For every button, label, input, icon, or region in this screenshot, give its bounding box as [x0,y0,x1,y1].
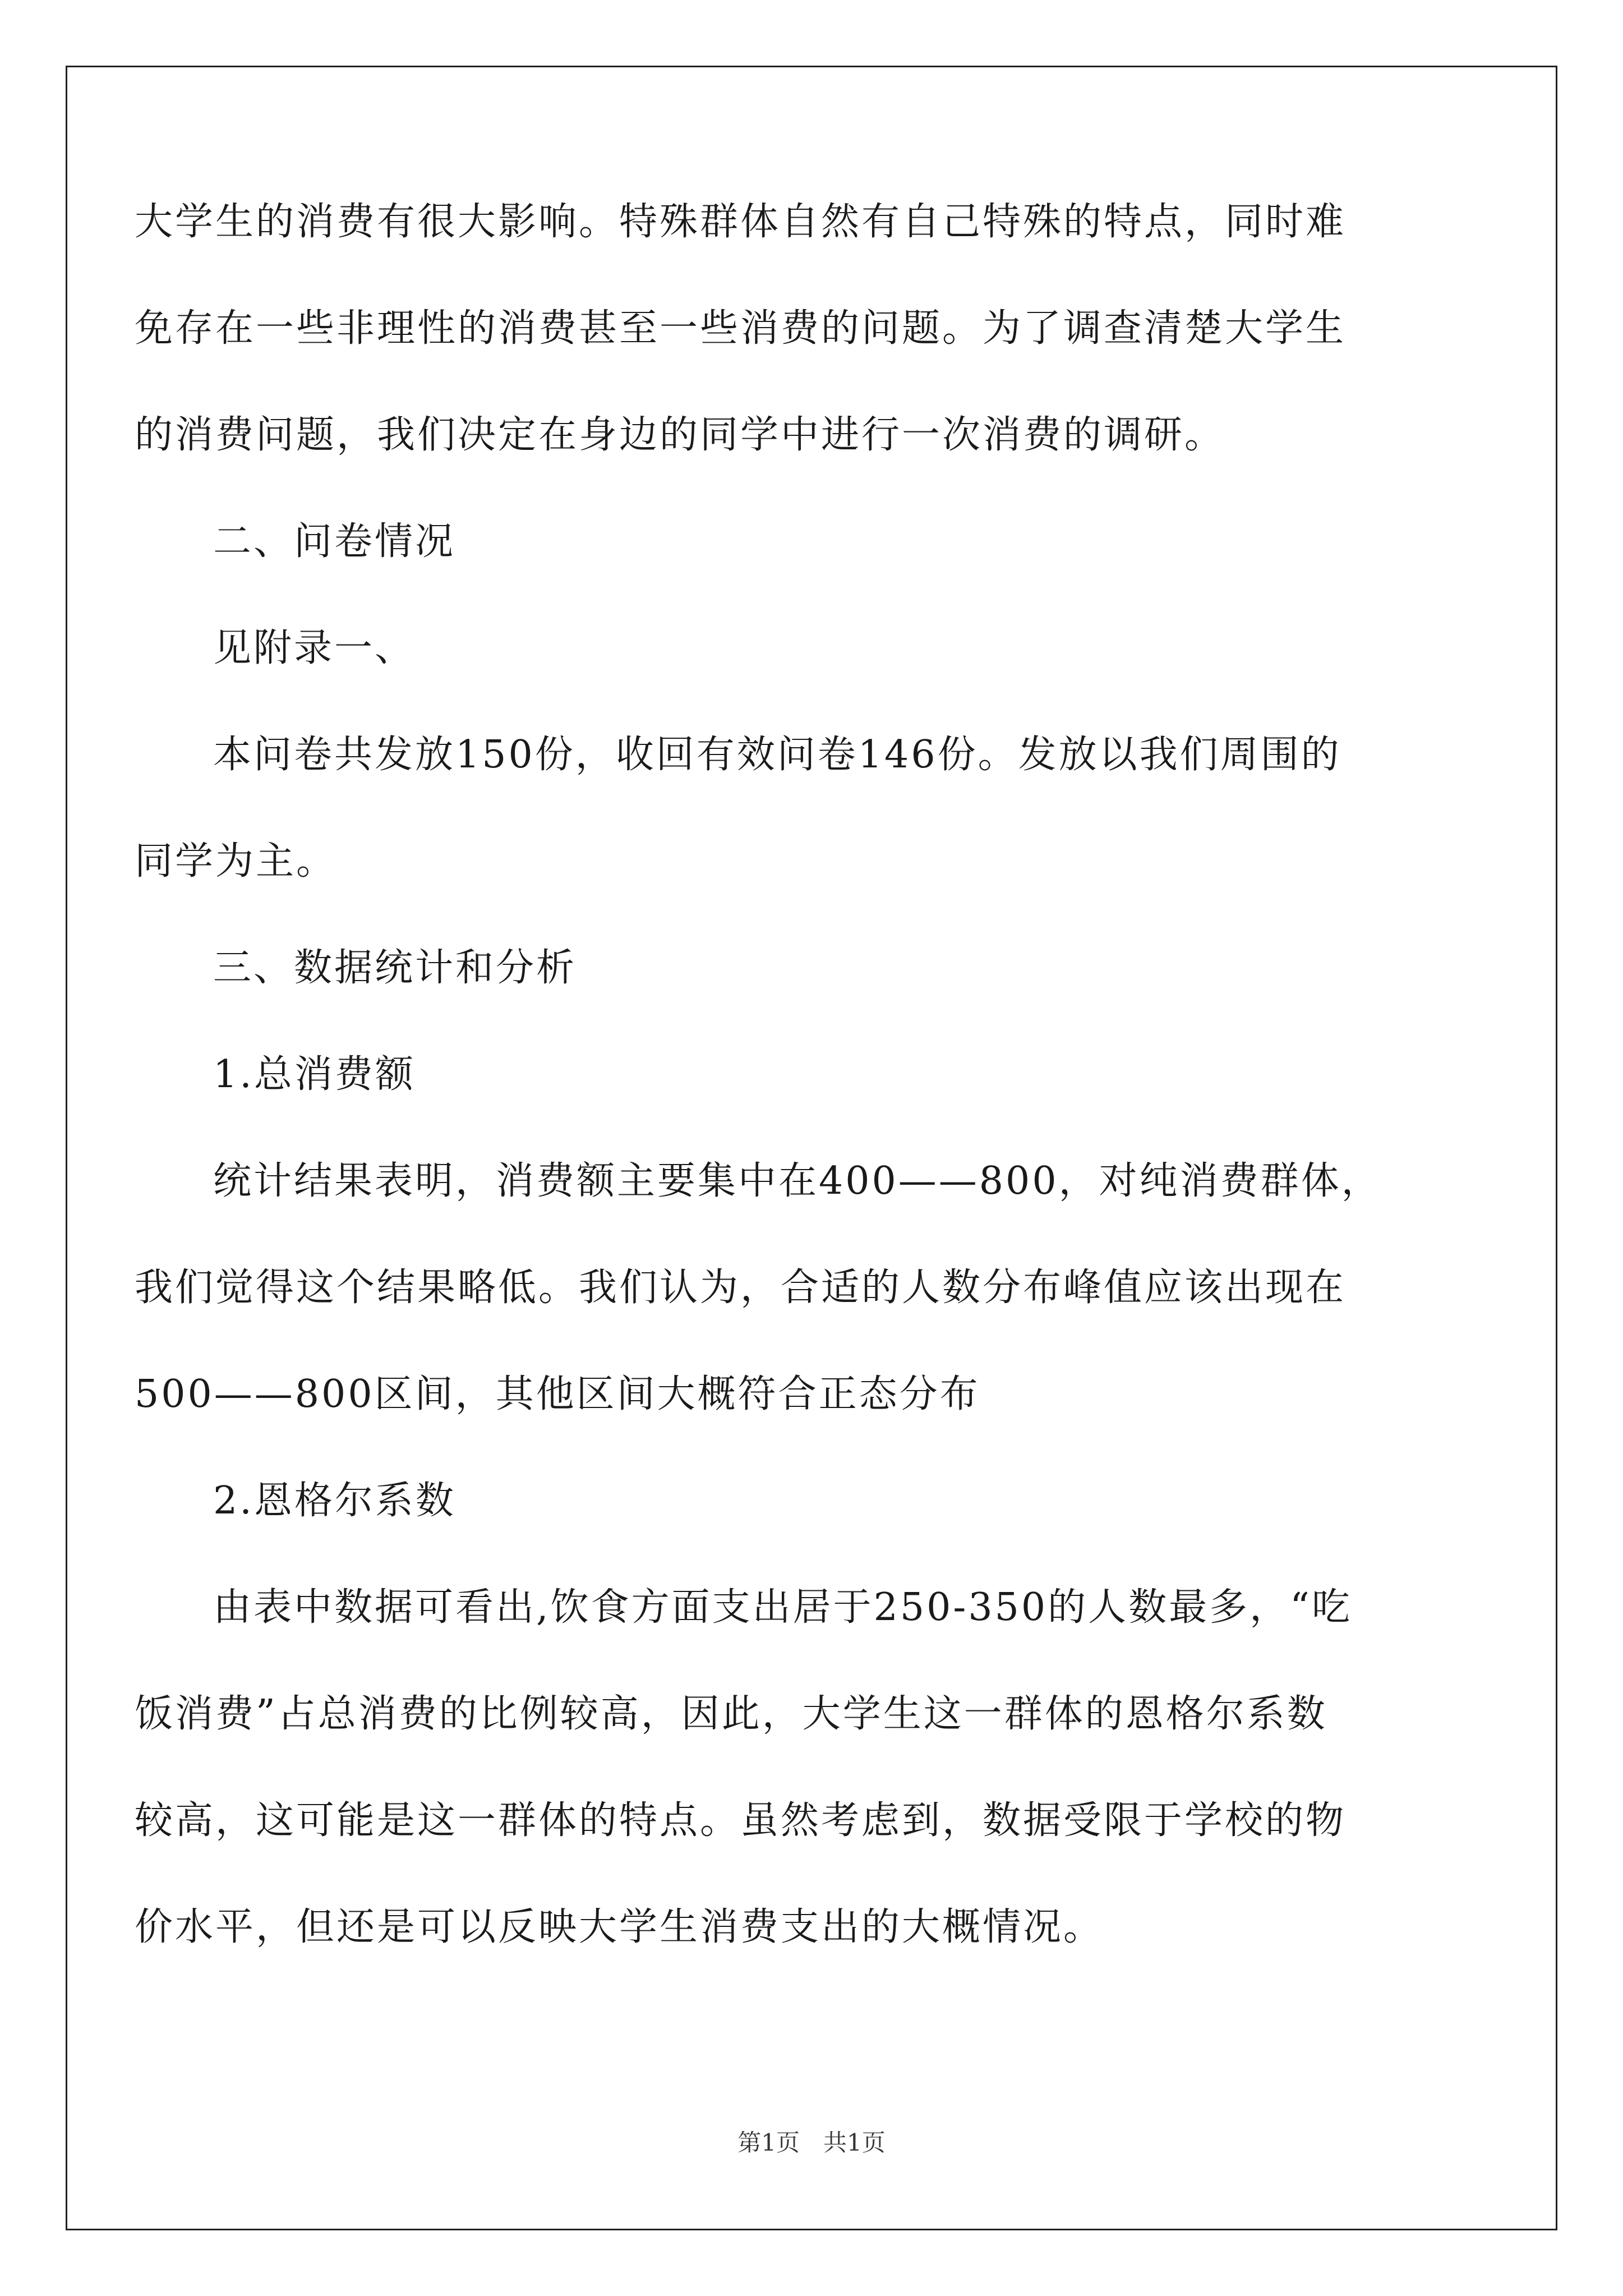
text-line: 500——800区间，其他区间大概符合正态分布 [135,1372,980,1416]
text-line: 由表中数据可看出,饮食方面支出居于250-350的人数最多，“吃 [213,1585,1352,1630]
text-line: 的消费问题，我们决定在身边的同学中进行一次消费的调研。 [135,413,1225,457]
subsection-heading: 2.恩格尔系数 [213,1479,456,1523]
text-line: 统计结果表明，消费额主要集中在400——800，对纯消费群体， [213,1159,1382,1203]
text-line: 见附录一、 [213,626,416,670]
text-line: 大学生的消费有很大影响。特殊群体自然有自己特殊的特点，同时难 [135,200,1347,244]
text-line: 较高，这可能是这一群体的特点。虽然考虑到，数据受限于学校的物 [135,1798,1347,1843]
text-line: 同学为主。 [135,839,337,884]
text-line: 免存在一些非理性的消费甚至一些消费的问题。为了调查清楚大学生 [135,306,1347,351]
section-heading: 二、问卷情况 [213,519,456,564]
page-footer: 第1页 共1页 [737,2129,886,2156]
section-heading: 三、数据统计和分析 [213,946,577,990]
text-line: 我们觉得这个结果略低。我们认为，合适的人数分布峰值应该出现在 [135,1266,1347,1310]
text-line: 本问卷共发放150份，收回有效问卷146份。发放以我们周围的 [213,733,1341,777]
text-line: 饭消费”占总消费的比例较高，因此，大学生这一群体的恩格尔系数 [135,1692,1327,1736]
text-line: 价水平，但还是可以反映大学生消费支出的大概情况。 [135,1905,1104,1949]
subsection-heading: 1.总消费额 [213,1052,416,1097]
